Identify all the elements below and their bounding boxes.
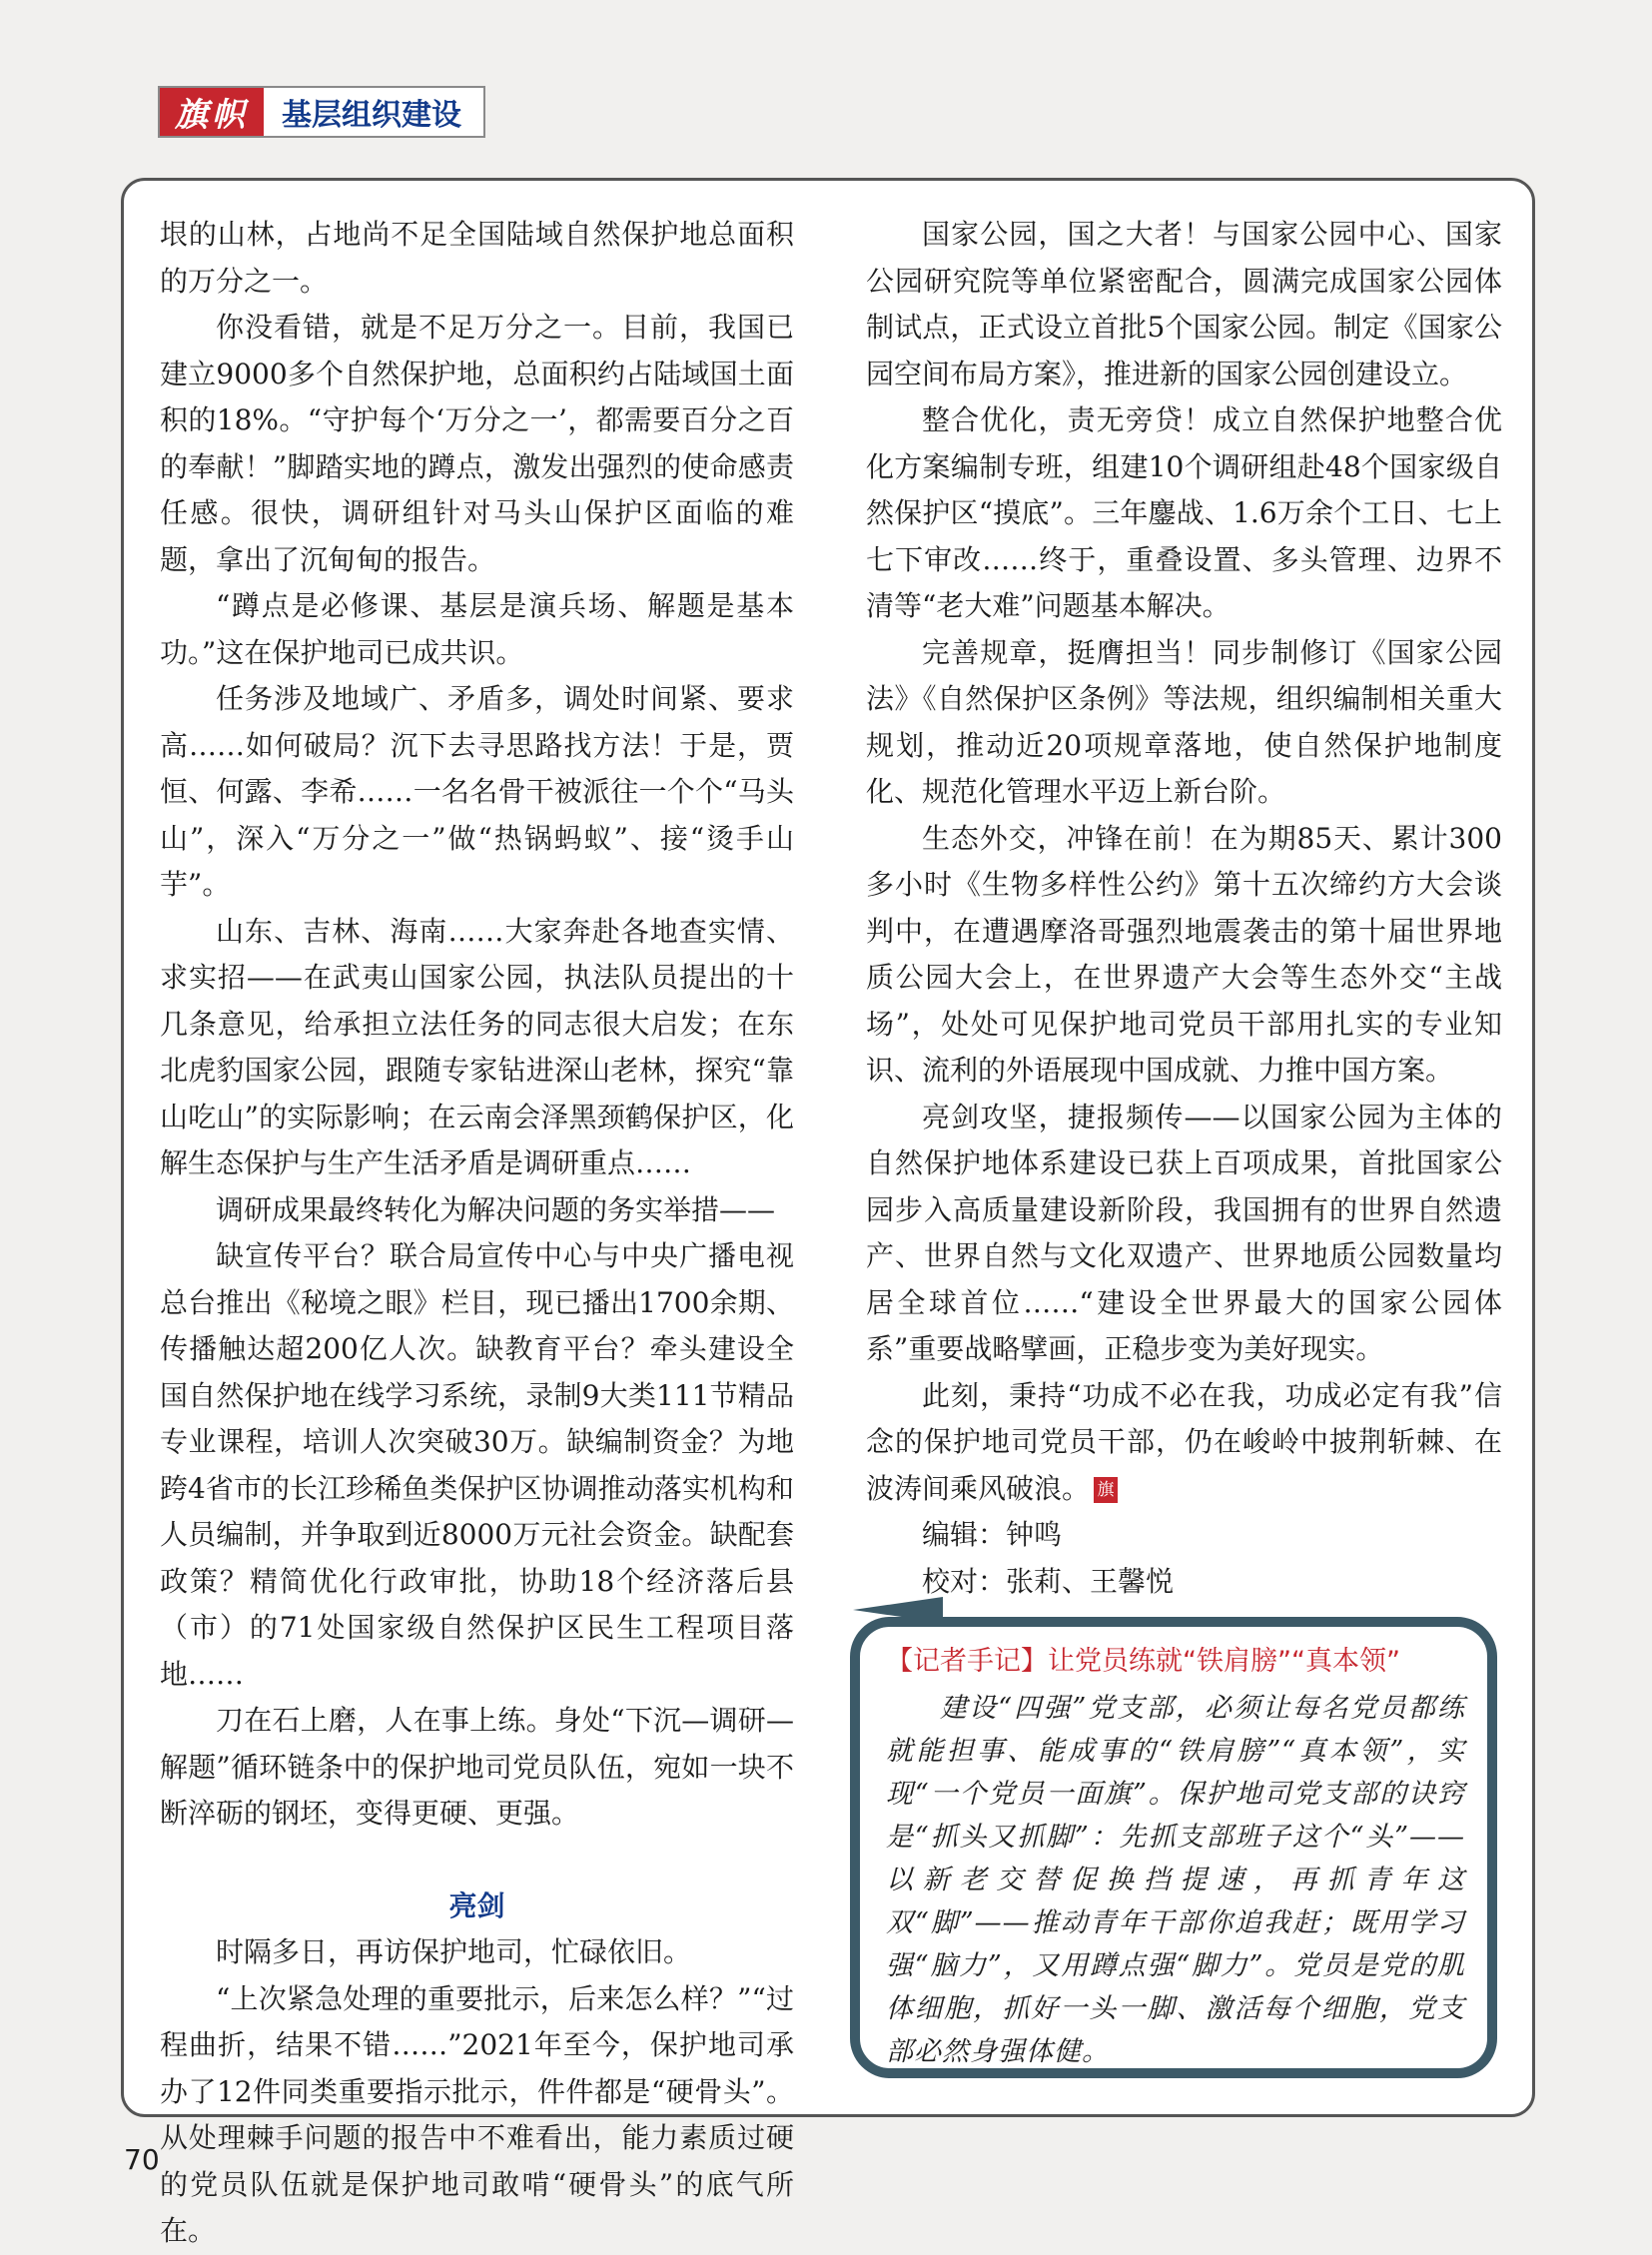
paragraph: 山东、吉林、海南……大家奔赴各地查实情、求实招——在武夷山国家公园，执法队员提出的十几条意见，给承担立法任务的同志很大启发；在东北虎豹国家公园，跟随专家钻进深山老林，探究“靠山吃山”的实际影响；在云南会泽黑颈鹤保护区，化解生态保护与生产生活矛盾是调研重点…… bbox=[160, 914, 794, 1179]
note-body: 建设“四强”党支部，必须让每名党员都练就能担事、能成事的“铁肩膀”“真本领”，实现“一个党员一面旗”。保护地司党支部的诀窍是“抓头又抓脚”：先抓支部班子这个“头”——以新老交替促换挡提速，再抓青年这双“脚”——推动青年干部你追我赶；既用学习强“脑力”，又用蹲点强“脚力”。党员是党的肌体细胞，抓好一头一脚、激活每个细胞，党支部必然身强体健。 bbox=[886, 1693, 1465, 2067]
paragraph: 完善规章，挺膺担当！同步制修订《国家公园法》《自然保护区条例》等法规，组织编制相关重大规划，推动近20项规章落地，使自然保护地制度化、规范化管理水平迈上新台阶。 bbox=[866, 635, 1502, 808]
paragraph: 整合优化，责无旁贷！成立自然保护地整合优化方案编制专班，组建10个调研组赴48个国家级自然保护区“摸底”。三年鏖战、1.6万余个工日、七上七下审改……终于，重叠设置、多头管理、边界不清等“老大难”问题基本解决。 bbox=[866, 403, 1502, 622]
paragraph: 时隔多日，再访保护地司，忙碌依旧。 bbox=[216, 1935, 692, 1968]
end-mark-icon: 旗 bbox=[1094, 1477, 1118, 1503]
paragraph: 刀在石上磨，人在事上练。身处“下沉—调研—解题”循环链条中的保护地司党员队伍，宛如一块不断淬砺的钢坯，变得更硬、更强。 bbox=[160, 1704, 794, 1830]
paragraph: 缺宣传平台？联合局宣传中心与中央广播电视总台推出《秘境之眼》栏目，现已播出1700余期、传播触达超200亿人次。缺教育平台？牵头建设全国自然保护地在线学习系统，录制9大类111节精品专业课程，培训人次突破30万。缺编制资金？为地跨4省市的长江珍稀鱼类保护区协调推动落实机构和人员编制，并争取到近8000万元社会资金。缺配套政策？精简优化行政审批，协助18个经济落后县（市）的71处国家级自然保护区民生工程项目落地…… bbox=[160, 1239, 794, 1691]
paragraph: 任务涉及地域广、矛盾多，调处时间紧、要求高……如何破局？沉下去寻思路找方法！于是，贾恒、何露、李希……一名名骨干被派往一个个“马头山”，深入“万分之一”做“热锅蚂蚁”、接“烫手山芋”。 bbox=[160, 682, 794, 901]
paragraph: 垠的山林，占地尚不足全国陆域自然保护地总面积的万分之一。 bbox=[160, 218, 794, 298]
paragraph: “上次紧急处理的重要批示，后来怎么样？”“过程曲折，结果不错……”2021年至今，保护地司承办了12件同类重要指示批示，件件都是“硬骨头”。从处理棘手问题的报告中不难看出，能力素质过硬的党员队伍就是保护地司敢啃“硬骨头”的底气所在。 bbox=[160, 1981, 794, 2247]
paragraph: 亮剑攻坚，捷报频传——以国家公园为主体的自然保护地体系建设已获上百项成果，首批国家公园步入高质量建设新阶段，我国拥有的世界自然遗产、世界自然与文化双遗产、世界地质公园数量均居全球首位……“建设全世界最大的国家公园体系”重要战略擘画，正稳步变为美好现实。 bbox=[866, 1100, 1502, 1365]
section-title: 基层组织建设 bbox=[264, 88, 483, 136]
final-text: 此刻，秉持“功成不必在我，功成必定有我”信念的保护地司党员干部，仍在峻岭中披荆斩棘、在波涛间乘风破浪。 bbox=[866, 1378, 1502, 1505]
editor-credit: 编辑：钟鸣 bbox=[922, 1518, 1063, 1551]
reporter-note-box bbox=[850, 1617, 1497, 2078]
paragraph: “蹲点是必修课、基层是演兵场、解题是基本功。”这在保护地司已成共识。 bbox=[160, 589, 794, 669]
paragraph: 国家公园，国之大者！与国家公园中心、国家公园研究院等单位紧密配合，圆满完成国家公园体制试点，正式设立首批5个国家公园。制定《国家公园空间布局方案》，推进新的国家公园创建设立。 bbox=[866, 218, 1502, 390]
paragraph-final bbox=[866, 1373, 1502, 1513]
article-panel bbox=[121, 178, 1535, 2247]
magazine-logo: 旗帜 bbox=[160, 88, 264, 136]
left-column bbox=[160, 212, 794, 2255]
proofreader-credit: 校对：张莉、王馨悦 bbox=[922, 1564, 1175, 1598]
paragraph: 你没看错，就是不足万分之一。目前，我国已建立9000多个自然保护地，总面积约占陆域国土面积的18%。“守护每个‘万分之一’，都需要百分之百的奉献！”脚踏实地的蹲点，激发出强烈的使命感责任感。很快，调研组针对马头山保护区面临的难题，拿出了沉甸甸的报告。 bbox=[160, 311, 794, 576]
subheading: 亮剑 bbox=[448, 1888, 505, 1922]
section-header bbox=[158, 86, 485, 138]
paragraph: 调研成果最终转化为解决问题的务实举措—— bbox=[216, 1192, 776, 1226]
page-number: 70 bbox=[124, 2143, 160, 2176]
right-column bbox=[866, 212, 1502, 1605]
note-title: 【记者手记】让党员练就“铁肩膀”“真本领” bbox=[886, 1646, 1400, 1677]
paragraph: 生态外交，冲锋在前！在为期85天、累计300多小时《生物多样性公约》第十五次缔约方大会谈判中，在遭遇摩洛哥强烈地震袭击的第十届世界地质公园大会上，在世界遗产大会等生态外交“主战场”，处处可见保护地司党员干部用扎实的专业知识、流利的外语展现中国成就、力推中国方案。 bbox=[866, 821, 1502, 1087]
